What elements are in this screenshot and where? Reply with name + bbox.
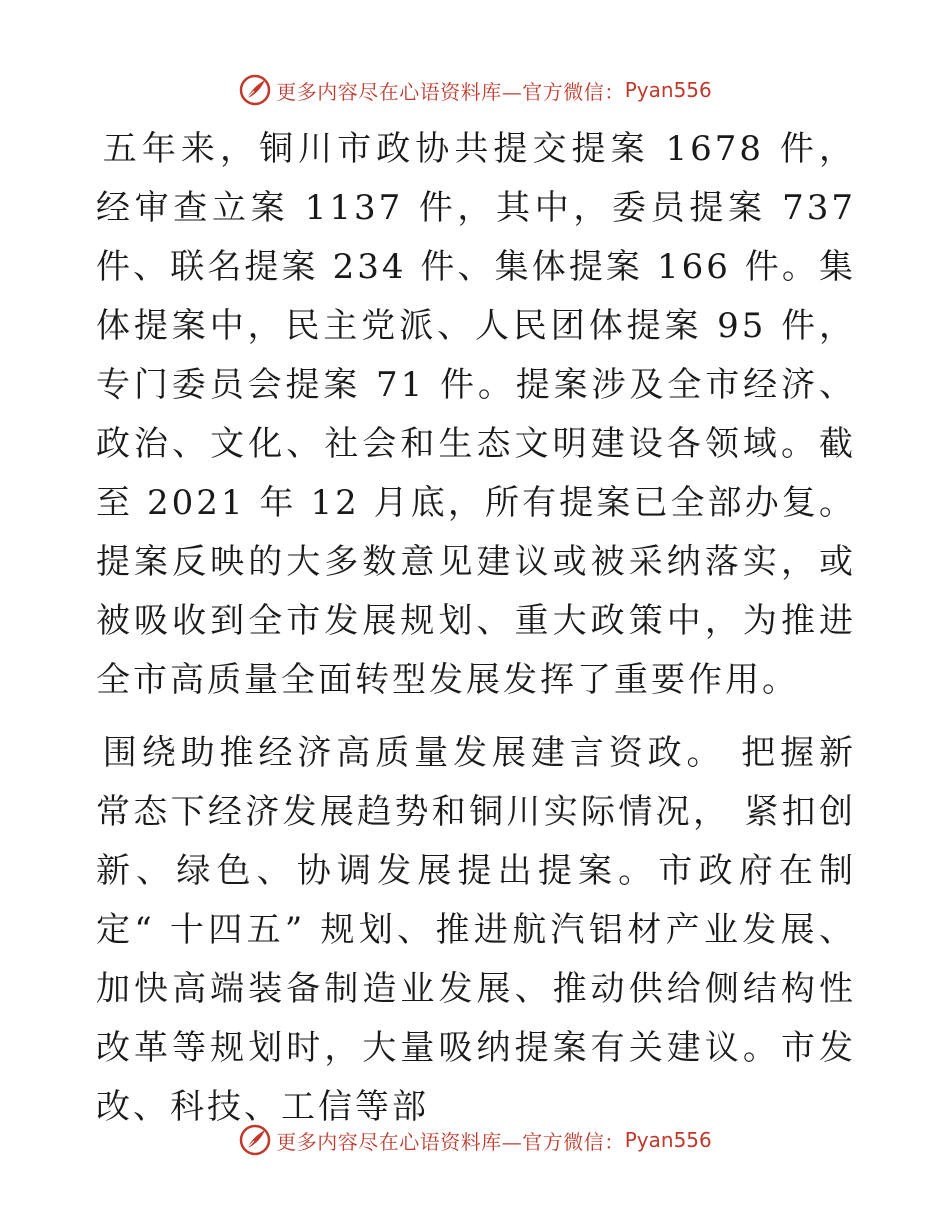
quill-logo-icon bbox=[238, 73, 272, 107]
document-body bbox=[96, 120, 856, 1137]
banner-contact: Pyan556 bbox=[624, 1128, 712, 1152]
paragraph-1: 五年来，铜川市政协共提交提案 1678 件，经审查立案 1137 件，其中，委员提案 737 件、联名提案 234 件、集体提案 166 件。集体提案中，民主党派、人民团体提案 95 件，专门委员会提案 71 件。提案涉及全市经济、政治、文化、社会和生态文明建设各领域。截至 2021 年 12 月底，所有提案已全部办复。提案反映的大多数意见建议或被采纳落实，或被吸收到全市发展规划、重大政策中，为推进全市高质量全面转型发展发挥了重要作用。 bbox=[96, 129, 856, 700]
header-banner bbox=[0, 70, 950, 110]
banner-contact: Pyan556 bbox=[624, 78, 712, 102]
paragraph-2: 围绕助推经济高质量发展建言资政。 把握新常态下经济发展趋势和铜川实际情况， 紧扣创新、绿色、协调发展提出提案。市政府在制定“ 十四五” 规划、推进航汽铝材产业发展、加快高端装备制造业发展、推动供给侧结构性改革等规划时，大量吸纳提案有关建议。市发改、科技、工信等部 bbox=[96, 733, 856, 1127]
quill-logo-icon bbox=[238, 1123, 272, 1157]
banner-text: 更多内容尽在心语资料库—官方微信： bbox=[276, 1129, 625, 1154]
banner-text: 更多内容尽在心语资料库—官方微信： bbox=[276, 79, 625, 104]
footer-banner bbox=[0, 1120, 950, 1160]
